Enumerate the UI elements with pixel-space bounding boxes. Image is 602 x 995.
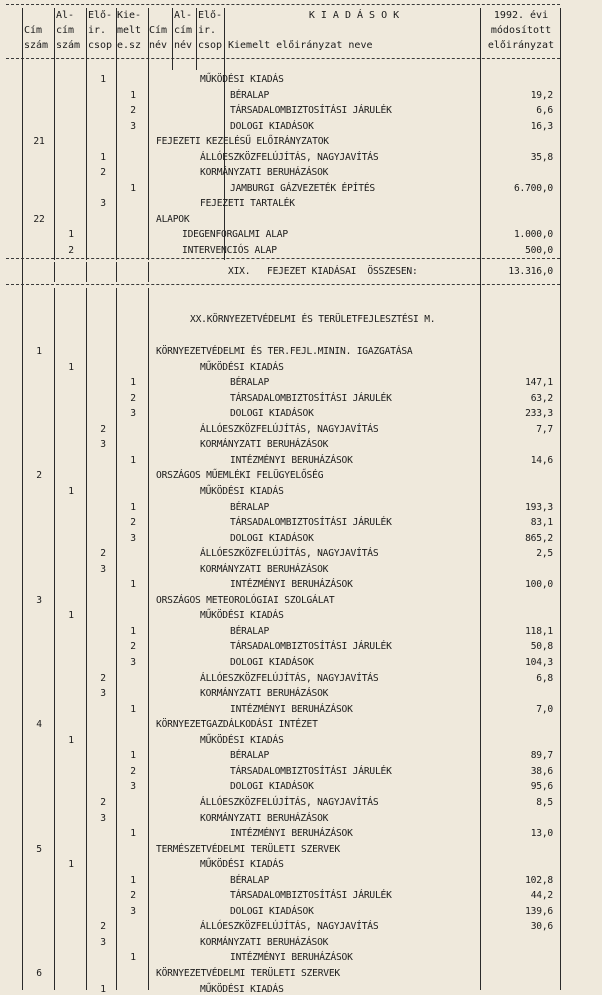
item-name: TÁRSADALOMBIZTOSÍTÁSI JÁRULÉK xyxy=(230,517,392,529)
item-name: INTÉZMÉNYI BERUHÁZÁSOK xyxy=(230,703,353,715)
item-name: ALAPOK xyxy=(156,213,190,225)
column-rule xyxy=(54,288,55,990)
header-cell: szám xyxy=(24,40,49,51)
alcim-number: 1 xyxy=(68,361,74,373)
item-value: 147,1 xyxy=(525,377,553,389)
item-name: BÉRALAP xyxy=(230,625,270,637)
cim-number: 22 xyxy=(33,213,45,225)
kiemelt-number: 3 xyxy=(130,905,136,917)
header-cell: e.sz xyxy=(117,40,142,51)
row-rule xyxy=(6,58,560,59)
kiemelt-number: 1 xyxy=(130,377,136,389)
column-rule xyxy=(172,8,173,70)
column-rule xyxy=(196,8,197,70)
item-value: 38,6 xyxy=(530,765,553,777)
alcim-number: 1 xyxy=(68,229,74,240)
item-name: TÁRSADALOMBIZTOSÍTÁSI JÁRULÉK xyxy=(230,392,392,404)
item-name: KÖRNYEZETGAZDÁLKODÁSI INTÉZET xyxy=(156,719,318,731)
item-name: INTÉZMÉNYI BERUHÁZÁSOK xyxy=(230,579,353,591)
item-value: 50,8 xyxy=(530,641,553,653)
item-name: MŰKÖDÉSI KIADÁS xyxy=(200,610,284,622)
alcim-number: 1 xyxy=(68,610,74,622)
item-name: INTÉZMÉNYI BERUHÁZÁSOK xyxy=(230,454,353,466)
eloir-group: 3 xyxy=(100,812,106,824)
item-value: 233,3 xyxy=(525,408,553,420)
item-name: BÉRALAP xyxy=(230,89,270,101)
item-name: TÁRSADALOMBIZTOSÍTÁSI JÁRULÉK xyxy=(230,765,392,777)
column-rule xyxy=(116,288,117,990)
item-value: 865,2 xyxy=(525,532,553,544)
column-rule xyxy=(480,8,481,990)
alcim-number: 1 xyxy=(68,485,74,497)
header-cell: csop xyxy=(88,40,113,51)
cim-number: 2 xyxy=(36,470,42,482)
kiemelt-number: 2 xyxy=(130,517,136,529)
item-name: TÁRSADALOMBIZTOSÍTÁSI JÁRULÉK xyxy=(230,641,392,653)
eloir-group: 3 xyxy=(100,563,106,575)
item-value: 83,1 xyxy=(530,517,553,529)
column-rule xyxy=(22,8,23,990)
column-rule xyxy=(148,288,149,990)
eloir-group: 1 xyxy=(100,74,106,85)
column-rule xyxy=(54,262,55,282)
eloir-group: 3 xyxy=(100,936,106,948)
item-value: 6,6 xyxy=(536,105,553,116)
item-name: TERMÉSZETVÉDELMI TERÜLETI SZERVEK xyxy=(156,843,341,855)
item-name: KORMÁNYZATI BERUHÁZÁSOK xyxy=(200,563,329,575)
item-name: BÉRALAP xyxy=(230,501,270,513)
item-value: 118,1 xyxy=(525,625,553,637)
item-name: KORMÁNYZATI BERUHÁZÁSOK xyxy=(200,688,329,700)
header-cell: ir. xyxy=(88,25,107,36)
item-value: 16,3 xyxy=(530,120,553,132)
item-name: INTERVENCIÓS ALAP xyxy=(182,244,277,256)
kiemelt-number: 1 xyxy=(130,579,136,591)
header-cell: csop xyxy=(198,40,223,51)
item-name: TÁRSADALOMBIZTOSÍTÁSI JÁRULÉK xyxy=(230,105,392,116)
item-value: 102,8 xyxy=(525,874,553,886)
header-cell: Al- xyxy=(174,10,193,21)
eloir-group: 2 xyxy=(100,548,106,560)
header-cell: előirányzat xyxy=(487,40,555,51)
item-name: DOLOGI KIADÁSOK xyxy=(230,657,314,668)
item-name: FEJEZETI KEZELÉSŰ ELŐIRÁNYZATOK xyxy=(156,136,329,147)
header-cell: melt xyxy=(117,25,142,36)
item-name: DOLOGI KIADÁSOK xyxy=(230,120,314,132)
item-value: 35,8 xyxy=(530,151,553,163)
header-cell: szám xyxy=(56,40,81,51)
item-name: KORMÁNYZATI BERUHÁZÁSOK xyxy=(200,167,329,178)
kiemelt-number: 1 xyxy=(130,874,136,886)
item-value: 6.700,0 xyxy=(513,182,553,194)
column-rule xyxy=(54,8,55,260)
header-cell: Kiemelt előirányzat neve xyxy=(228,40,373,51)
item-name: BÉRALAP xyxy=(230,377,270,389)
eloir-group: 2 xyxy=(100,796,106,808)
row-rule xyxy=(6,258,560,259)
kiemelt-number: 3 xyxy=(130,532,136,544)
eloir-group: 3 xyxy=(100,198,106,209)
item-name: INTÉZMÉNYI BERUHÁZÁSOK xyxy=(230,952,353,964)
cim-number: 4 xyxy=(36,719,42,731)
row-rule xyxy=(6,4,560,5)
kiemelt-number: 2 xyxy=(130,105,136,116)
item-value: 14,6 xyxy=(530,454,553,466)
item-name: TÁRSADALOMBIZTOSÍTÁSI JÁRULÉK xyxy=(230,890,392,902)
item-name: ORSZÁGOS METEOROLÓGIAI SZOLGÁLAT xyxy=(156,594,335,606)
item-value: 44,2 xyxy=(530,890,553,902)
item-value: 100,0 xyxy=(525,579,553,591)
header-cell: ir. xyxy=(198,25,217,36)
header-cell: név xyxy=(149,40,168,51)
item-value: 19,2 xyxy=(530,89,553,101)
item-name: KORMÁNYZATI BERUHÁZÁSOK xyxy=(200,936,329,948)
kiemelt-number: 2 xyxy=(130,392,136,404)
item-value: 139,6 xyxy=(525,905,553,917)
column-rule xyxy=(86,288,87,990)
header-cell: Cím xyxy=(149,25,168,36)
header-cell: cím xyxy=(56,25,75,36)
item-name: MŰKÖDÉSI KIADÁS xyxy=(200,74,284,85)
item-value: 500,0 xyxy=(525,244,553,256)
item-name: ÁLLÓESZKÖZFELÚJÍTÁS, NAGYJAVÍTÁS xyxy=(200,796,379,808)
alcim-number: 2 xyxy=(68,244,74,256)
kiemelt-number: 1 xyxy=(130,454,136,466)
header-cell: Kie- xyxy=(117,10,142,21)
column-rule xyxy=(86,8,87,260)
kiemelt-number: 3 xyxy=(130,781,136,793)
item-name: KORMÁNYZATI BERUHÁZÁSOK xyxy=(200,812,329,824)
item-name: ÁLLÓESZKÖZFELÚJÍTÁS, NAGYJAVÍTÁS xyxy=(200,548,379,560)
eloir-group: 2 xyxy=(100,167,106,178)
alcim-number: 1 xyxy=(68,859,74,871)
item-name: DOLOGI KIADÁSOK xyxy=(230,532,314,544)
item-name: DOLOGI KIADÁSOK xyxy=(230,408,314,420)
total-value: 13.316,0 xyxy=(508,266,553,277)
header-cell: módosított xyxy=(490,25,552,36)
kiemelt-number: 2 xyxy=(130,890,136,902)
item-name: ÁLLÓESZKÖZFELÚJÍTÁS, NAGYJAVÍTÁS xyxy=(200,151,379,163)
cim-number: 6 xyxy=(36,968,42,979)
eloir-group: 1 xyxy=(100,151,106,163)
eloir-group: 1 xyxy=(100,983,106,995)
item-name: ÁLLÓESZKÖZFELÚJÍTÁS, NAGYJAVÍTÁS xyxy=(200,672,379,684)
cim-number: 3 xyxy=(36,594,42,606)
header-cell: Al- xyxy=(56,10,75,21)
eloir-group: 2 xyxy=(100,423,106,435)
chapter-title: XX.KÖRNYEZETVÉDELMI ÉS TERÜLETFEJLESZTÉSI M. xyxy=(190,314,436,325)
kiemelt-number: 1 xyxy=(130,501,136,513)
header-cell: Cím xyxy=(24,25,43,36)
kiemelt-number: 1 xyxy=(130,89,136,101)
item-name: JAMBURGI GÁZVEZETÉK ÉPÍTÉS xyxy=(230,182,375,194)
item-value: 13,0 xyxy=(530,828,553,840)
column-rule xyxy=(148,262,149,282)
item-name: IDEGENFORGALMI ALAP xyxy=(182,229,288,240)
kiemelt-number: 1 xyxy=(130,750,136,762)
item-name: ORSZÁGOS MŰEMLÉKI FELÜGYELŐSÉG xyxy=(156,470,324,482)
item-name: MŰKÖDÉSI KIADÁS xyxy=(200,734,284,746)
kiemelt-number: 2 xyxy=(130,641,136,653)
item-name: KÖRNYEZETVÉDELMI TERÜLETI SZERVEK xyxy=(156,968,341,979)
item-value: 7,0 xyxy=(536,703,553,715)
item-value: 2,5 xyxy=(536,548,553,560)
item-name: KÖRNYEZETVÉDELMI ÉS TER.FEJL.MININ. IGAZGATÁSA xyxy=(156,346,413,357)
item-name: BÉRALAP xyxy=(230,750,270,762)
eloir-group: 2 xyxy=(100,672,106,684)
item-value: 30,6 xyxy=(530,921,553,933)
kiemelt-number: 2 xyxy=(130,765,136,777)
header-cell: Elő- xyxy=(88,10,113,21)
column-rule xyxy=(224,8,225,260)
kiemelt-number: 1 xyxy=(130,828,136,840)
item-value: 6,8 xyxy=(536,672,553,684)
item-name: ÁLLÓESZKÖZFELÚJÍTÁS, NAGYJAVÍTÁS xyxy=(200,423,379,435)
header-cell: Elő- xyxy=(198,10,223,21)
header-cell: 1992. évi xyxy=(493,10,549,21)
item-name: MŰKÖDÉSI KIADÁS xyxy=(200,485,284,497)
alcim-number: 1 xyxy=(68,734,74,746)
item-value: 8,5 xyxy=(536,796,553,808)
item-name: MŰKÖDÉSI KIADÁS xyxy=(200,983,284,995)
item-value: 95,6 xyxy=(530,781,553,793)
item-value: 63,2 xyxy=(530,392,553,404)
cim-number: 1 xyxy=(36,346,42,357)
kiemelt-number: 1 xyxy=(130,952,136,964)
row-rule xyxy=(6,284,560,285)
item-name: DOLOGI KIADÁSOK xyxy=(230,781,314,793)
item-value: 193,3 xyxy=(525,501,553,513)
kiemelt-number: 3 xyxy=(130,657,136,668)
item-name: FEJEZETI TARTALÉK xyxy=(200,198,295,209)
header-cell: cím xyxy=(174,25,193,36)
item-name: BÉRALAP xyxy=(230,874,270,886)
eloir-group: 3 xyxy=(100,439,106,451)
item-name: ÁLLÓESZKÖZFELÚJÍTÁS, NAGYJAVÍTÁS xyxy=(200,921,379,933)
item-value: 1.000,0 xyxy=(513,229,553,240)
item-value: 89,7 xyxy=(530,750,553,762)
header-cell: név xyxy=(174,40,193,51)
kiemelt-number: 3 xyxy=(130,120,136,132)
item-name: INTÉZMÉNYI BERUHÁZÁSOK xyxy=(230,828,353,840)
column-rule xyxy=(86,262,87,282)
column-rule xyxy=(148,8,149,260)
cim-number: 21 xyxy=(33,136,45,147)
kiemelt-number: 1 xyxy=(130,703,136,715)
header-cell: K I A D Á S O K xyxy=(308,10,400,21)
cim-number: 5 xyxy=(36,843,42,855)
total-label: XIX. FEJEZET KIADÁSAI ÖSSZESEN: xyxy=(228,266,418,277)
column-rule xyxy=(116,8,117,260)
column-rule xyxy=(560,8,561,990)
column-rule xyxy=(116,262,117,282)
eloir-group: 2 xyxy=(100,921,106,933)
kiemelt-number: 3 xyxy=(130,408,136,420)
item-name: MŰKÖDÉSI KIADÁS xyxy=(200,361,284,373)
kiemelt-number: 1 xyxy=(130,182,136,194)
eloir-group: 3 xyxy=(100,688,106,700)
item-value: 7,7 xyxy=(536,423,553,435)
kiemelt-number: 1 xyxy=(130,625,136,637)
item-name: DOLOGI KIADÁSOK xyxy=(230,905,314,917)
item-name: KORMÁNYZATI BERUHÁZÁSOK xyxy=(200,439,329,451)
item-name: MŰKÖDÉSI KIADÁS xyxy=(200,859,284,871)
item-value: 104,3 xyxy=(525,657,553,668)
